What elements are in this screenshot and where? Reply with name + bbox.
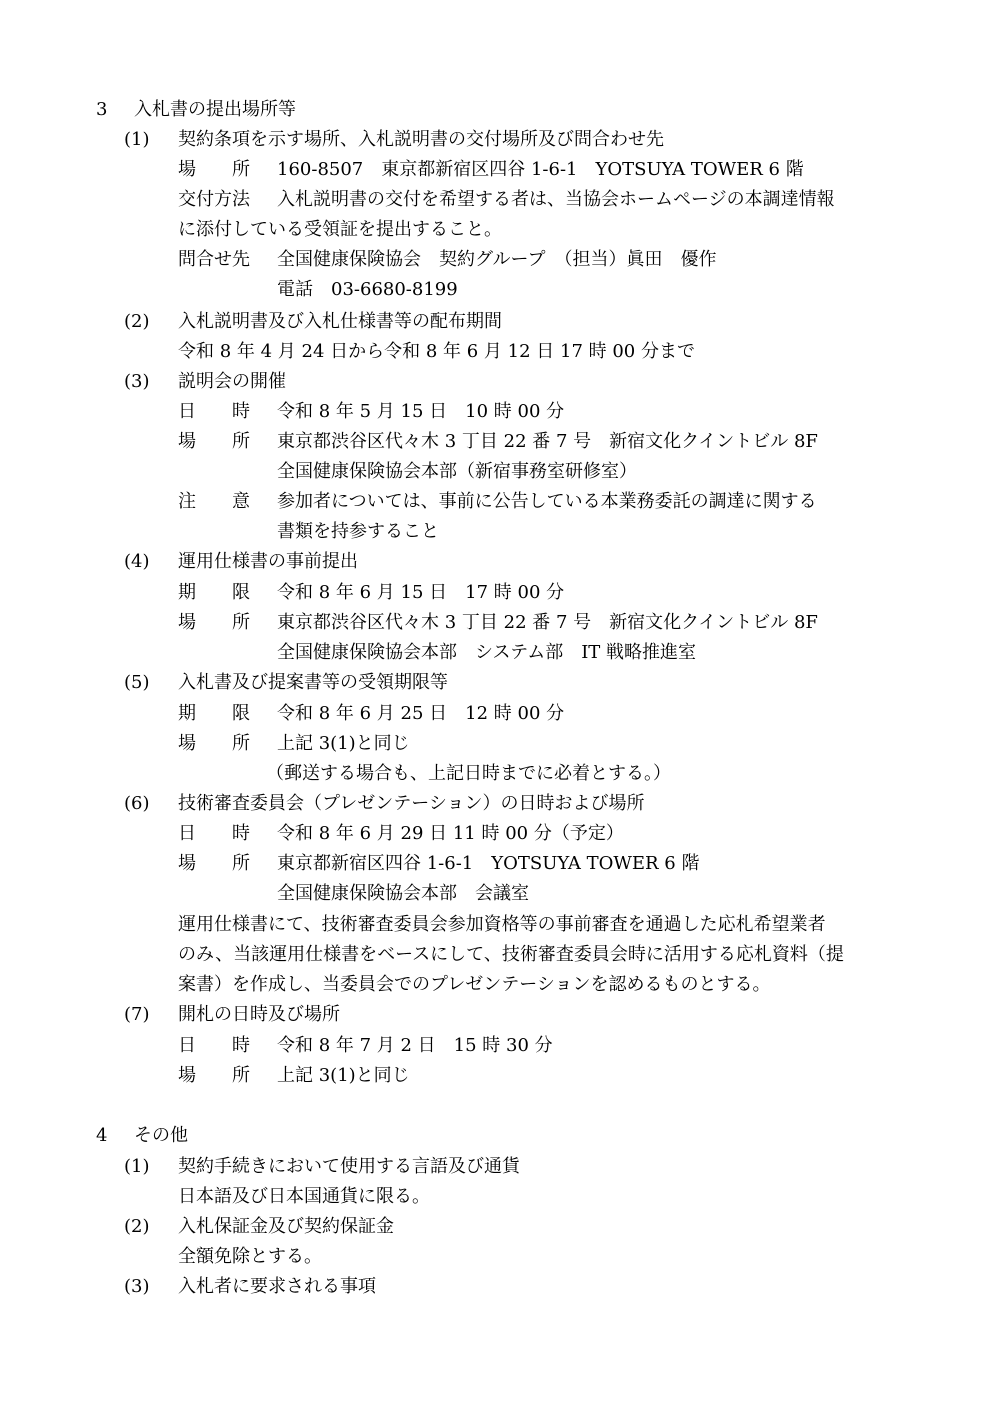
- item-heading: [124, 371, 286, 393]
- datetime-row: [178, 401, 564, 423]
- place-row: [178, 612, 818, 634]
- field-label: 日 時: [178, 401, 250, 422]
- item-body: 全額免除とする。: [178, 1246, 322, 1267]
- field-label: 場 所: [178, 159, 250, 180]
- paragraph-line: 運用仕様書にて、技術審査委員会参加資格等の事前審査を通過した応札希望業者: [178, 914, 826, 935]
- field-label: 場 所: [178, 1065, 250, 1086]
- datetime-row: [178, 1035, 553, 1057]
- item-heading: [124, 551, 358, 573]
- field-value: 全国健康保険協会 契約グループ （担当）眞田 優作: [277, 249, 717, 270]
- item-number: (3): [124, 1276, 150, 1297]
- field-value: 令和 8 年 7 月 2 日 15 時 30 分: [277, 1035, 553, 1056]
- period-line: 令和 8 年 4 月 24 日から令和 8 年 6 月 12 日 17 時 00 分まで: [178, 341, 695, 362]
- section-title: その他: [134, 1125, 188, 1146]
- item-title: 入札保証金及び契約保証金: [178, 1216, 394, 1237]
- item-heading: [124, 1216, 394, 1238]
- item-heading: [124, 129, 664, 151]
- item-title: 入札書及び提案書等の受領期限等: [178, 672, 448, 693]
- item-heading: [124, 311, 502, 333]
- item-title: 運用仕様書の事前提出: [178, 551, 358, 572]
- place-row-cont: 全国健康保険協会本部 システム部 IT 戦略推進室: [277, 642, 697, 663]
- field-value: 入札説明書の交付を希望する者は、当協会ホームページの本調達情報: [277, 189, 835, 210]
- field-value: 160-8507 東京都新宿区四谷 1-6-1 YOTSUYA TOWER 6 階: [277, 159, 804, 180]
- field-value: 上記 3(1)と同じ: [277, 733, 410, 754]
- mail-note: （郵送する場合も、上記日時までに必着とする。）: [266, 763, 671, 784]
- item-title: 技術審査委員会（プレゼンテーション）の日時および場所: [178, 793, 645, 814]
- item-title: 開札の日時及び場所: [178, 1004, 340, 1025]
- item-heading: [124, 672, 448, 694]
- item-number: (2): [124, 311, 150, 332]
- field-value: 東京都渋谷区代々木 3 丁目 22 番 7 号 新宿文化クイントビル 8F: [277, 612, 818, 633]
- field-label: 場 所: [178, 733, 250, 754]
- field-label: 交付方法: [178, 189, 250, 210]
- item-title: 入札説明書及び入札仕様書等の配布期間: [178, 311, 502, 332]
- field-value: 令和 8 年 6 月 25 日 12 時 00 分: [277, 703, 565, 724]
- field-label: 日 時: [178, 1035, 250, 1056]
- place-row: [178, 853, 699, 875]
- place-row: [178, 159, 804, 181]
- paragraph-line: のみ、当該運用仕様書をベースにして、技術審査委員会時に活用する応札資料（提: [178, 944, 844, 965]
- section-3-heading: [96, 99, 296, 121]
- field-value: 令和 8 年 5 月 15 日 10 時 00 分: [277, 401, 565, 422]
- item-heading: [124, 1004, 340, 1026]
- item-title: 契約手続きにおいて使用する言語及び通貨: [178, 1156, 520, 1177]
- section-number: 3: [96, 99, 108, 120]
- field-label: 期 限: [178, 703, 250, 724]
- deadline-row: [178, 703, 564, 725]
- deadline-row: [178, 582, 564, 604]
- item-number: (4): [124, 551, 150, 572]
- field-value: 令和 8 年 6 月 15 日 17 時 00 分: [277, 582, 565, 603]
- item-heading: [124, 1156, 520, 1178]
- place-row: [178, 431, 818, 453]
- delivery-row-cont: に添付している受領証を提出すること。: [178, 219, 502, 240]
- place-row: [178, 1065, 410, 1087]
- field-label: 場 所: [178, 612, 250, 633]
- field-value: 東京都渋谷区代々木 3 丁目 22 番 7 号 新宿文化クイントビル 8F: [277, 431, 818, 452]
- item-heading: [124, 1276, 376, 1298]
- datetime-row: [178, 823, 624, 845]
- section-number: 4: [96, 1125, 108, 1146]
- item-body: 日本語及び日本国通貨に限る。: [178, 1186, 430, 1207]
- item-title: 契約条項を示す場所、入札説明書の交付場所及び問合わせ先: [178, 129, 664, 150]
- item-number: (1): [124, 1156, 150, 1177]
- phone-line: 電話 03-6680-8199: [277, 279, 458, 300]
- delivery-row: [178, 189, 835, 211]
- field-label: 日 時: [178, 823, 250, 844]
- place-row-cont: 全国健康保険協会本部（新宿事務室研修室）: [277, 461, 637, 482]
- field-value: 参加者については、事前に公告している本業務委託の調達に関する: [277, 491, 817, 512]
- item-number: (7): [124, 1004, 150, 1025]
- paragraph-line: 案書）を作成し、当委員会でのプレゼンテーションを認めるものとする。: [178, 974, 771, 995]
- note-row-cont: 書類を持参すること: [277, 521, 439, 542]
- field-value: 上記 3(1)と同じ: [277, 1065, 410, 1086]
- field-value: 令和 8 年 6 月 29 日 11 時 00 分（予定）: [277, 823, 624, 844]
- item-number: (3): [124, 371, 150, 392]
- contact-row: [178, 249, 717, 271]
- field-label: 場 所: [178, 431, 250, 452]
- item-number: (6): [124, 793, 150, 814]
- field-label: 注 意: [178, 491, 250, 512]
- item-heading: [124, 793, 645, 815]
- field-label: 場 所: [178, 853, 250, 874]
- item-title: 説明会の開催: [178, 371, 286, 392]
- field-value: 東京都新宿区四谷 1-6-1 YOTSUYA TOWER 6 階: [277, 853, 700, 874]
- note-row: [178, 491, 817, 513]
- section-title: 入札書の提出場所等: [134, 99, 296, 120]
- place-row: [178, 733, 410, 755]
- item-number: (5): [124, 672, 150, 693]
- place-row-cont: 全国健康保険協会本部 会議室: [277, 883, 529, 904]
- item-title: 入札者に要求される事項: [178, 1276, 376, 1297]
- item-number: (2): [124, 1216, 150, 1237]
- section-4-heading: [96, 1125, 188, 1147]
- field-label: 問合せ先: [178, 249, 250, 270]
- field-label: 期 限: [178, 582, 250, 603]
- item-number: (1): [124, 129, 150, 150]
